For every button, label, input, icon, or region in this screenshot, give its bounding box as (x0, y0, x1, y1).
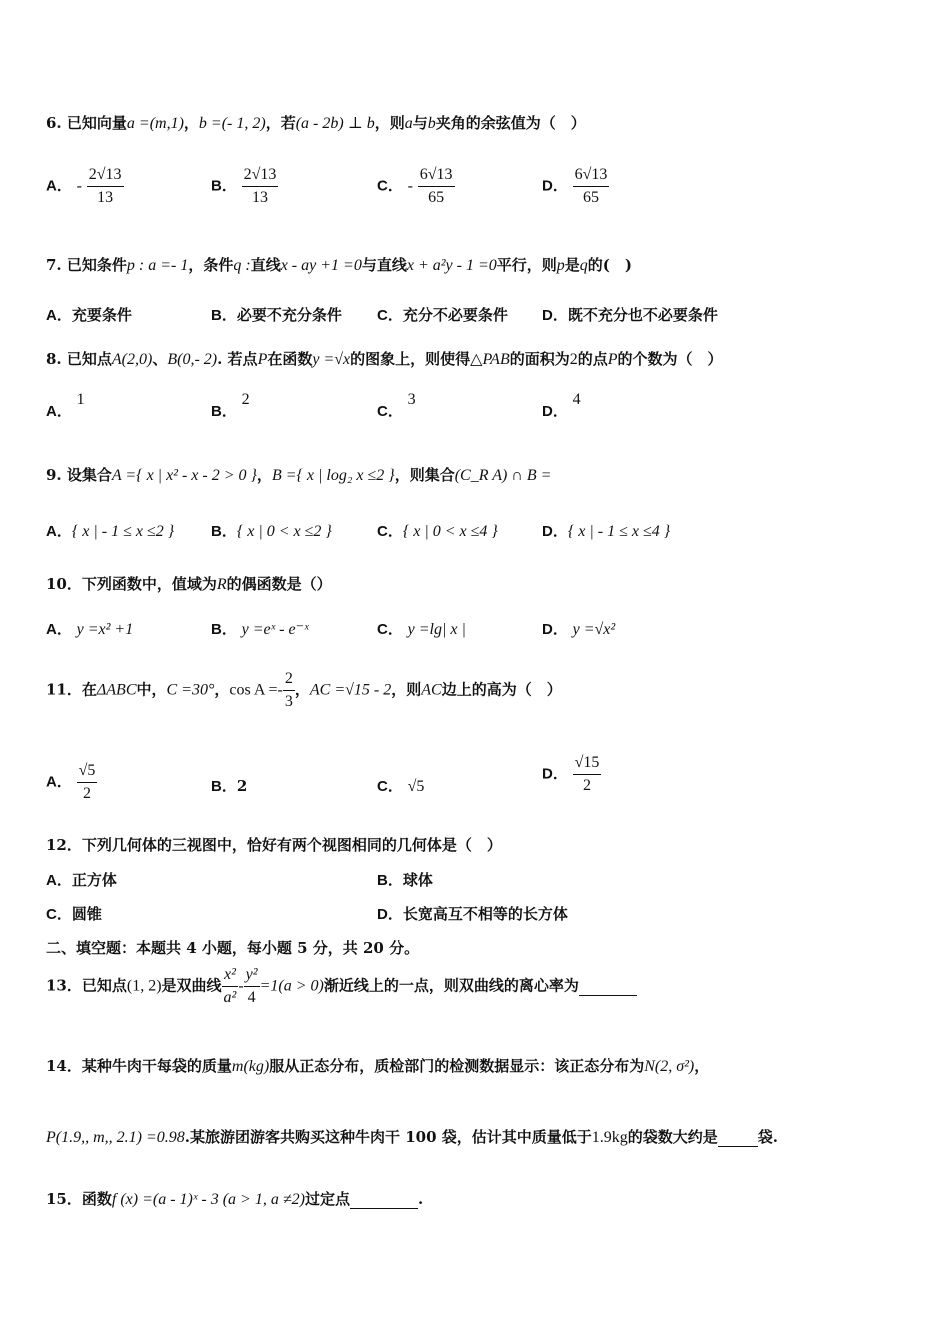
q10-option-b[interactable]: B． y =eˣ - e⁻ˣ (211, 621, 309, 638)
q9-option-a[interactable]: A．{ x | - 1 ≤ x ≤2 } (46, 523, 175, 540)
fraction: $\frac{√5}{2}$ (78, 762, 96, 802)
q7-option-c[interactable]: C．充分不必要条件 (377, 306, 508, 324)
q12-option-a[interactable]: A．正方体 (46, 871, 117, 889)
question-13-stem: 13．已知点(1, 2)是双曲线 $\frac{\text{x²}}{\text{a²}}$ - $\frac{\text{y²}}{4}$ =1(a > 0)渐近线上的一点，则双曲线的离心率为 (46, 964, 637, 1009)
q10-option-d[interactable]: D． y =√x² (542, 621, 616, 638)
q7-option-a[interactable]: A．充要条件 (46, 306, 132, 324)
q10-option-a[interactable]: A． y =x² +1 (46, 621, 134, 638)
cos-fraction: $\frac{2}{3}$ (284, 670, 293, 710)
q7-option-d[interactable]: D．既不充分也不必要条件 (542, 306, 718, 324)
fraction: $\frac{6√13}{65}$ (574, 166, 608, 206)
q9-option-d[interactable]: D．{ x | - 1 ≤ x ≤4 } (542, 523, 671, 540)
question-8-stem: 8. 已知点A(2,0)、B(0,- 2). 若点P在函数y =√x的图象上，则使得△PAB的面积为2的点P的个数为（ ） (46, 350, 723, 368)
q11-option-a[interactable]: A． $\frac{√5}{2}$ (46, 760, 97, 805)
q7-option-b[interactable]: B．必要不充分条件 (211, 306, 342, 324)
answer-blank[interactable] (718, 1128, 758, 1147)
q9-option-b[interactable]: B．{ x | 0 < x ≤2 } (211, 523, 332, 540)
q11-option-c[interactable]: C． √5 (377, 778, 425, 795)
fraction: $\frac{√15}{2}$ (574, 754, 600, 794)
vector-b-def: b =(- 1, 2) (198, 115, 266, 132)
q11-option-d[interactable]: D． $\frac{√15}{2}$ (542, 752, 601, 797)
q8-option-c[interactable]: C． 3 (377, 391, 416, 420)
question-7-stem: 7. 已知条件p : a =- 1，条件q :直线x - ay +1 =0与直线x + a²y - 1 =0平行，则p是q的( ) (46, 256, 632, 274)
q8-option-d[interactable]: D． 4 (542, 391, 581, 420)
q8-option-a[interactable]: A． 1 (46, 391, 85, 420)
section-2-heading: 二、填空题：本题共 4 小题，每小题 5 分，共 20 分。 (46, 939, 420, 957)
question-6-stem: 6. 已知向量a =(m,1)，b =(- 1, 2)，若(a - 2b) ⊥ b，则a与b夹角的余弦值为（ ） (46, 114, 586, 132)
q10-option-c[interactable]: C． y =lg| x | (377, 621, 466, 638)
fraction: $\frac{\text{y²}}{4}$ (245, 966, 258, 1006)
fraction: $\frac{\text{x²}}{\text{a²}}$ (223, 966, 237, 1006)
q12-option-c[interactable]: C．圆锥 (46, 905, 102, 923)
fraction: $\frac{2√13}{13}$ (243, 166, 277, 206)
fraction: $\frac{2√13}{13}$ (88, 166, 122, 206)
question-15-stem: 15．函数f (x) =(a - 1)ˣ - 3 (a > 1, a ≠2)过定点 . (46, 1190, 424, 1208)
question-14-cont: P(1.9,, m,, 2.1) =0.98.某旅游团游客共购买这种牛肉干 100 袋，估计其中质量低于1.9kg的袋数大约是 袋. (46, 1128, 779, 1146)
fraction: $\frac{6√13}{65}$ (419, 166, 453, 206)
perp-condition: (a - 2b) ⊥ b (295, 115, 375, 132)
question-10-stem: 10．下列函数中，值域为R的偶函数是（） (46, 575, 332, 593)
question-11-stem: 11．在ΔABC中，C =30°，cos A =- $\frac{2}{3}$ ，AC =√15 - 2，则AC边上的高为（ ） (46, 668, 562, 713)
answer-blank[interactable] (350, 1190, 418, 1209)
q6-option-a[interactable]: A． - $\frac{2√13}{13}$ (46, 164, 124, 209)
q12-option-d[interactable]: D．长宽高互不相等的长方体 (377, 905, 568, 923)
q12-option-b[interactable]: B．球体 (377, 871, 433, 889)
question-14-stem: 14．某种牛肉干每袋的质量m(kg)服从正态分布，质检部门的检测数据显示：该正态分布为N(2, σ²)， (46, 1057, 710, 1075)
q8-option-b[interactable]: B． 2 (211, 391, 250, 420)
q11-option-b[interactable]: B．2 (211, 777, 248, 795)
answer-blank[interactable] (579, 977, 637, 996)
q9-option-c[interactable]: C．{ x | 0 < x ≤4 } (377, 523, 498, 540)
question-12-stem: 12．下列几何体的三视图中，恰好有两个视图相同的几何体是（ ） (46, 836, 502, 854)
vector-a-def: a =(m,1) (126, 115, 184, 132)
q6-option-d[interactable]: D． $\frac{6√13}{65}$ (542, 164, 609, 209)
question-9-stem: 9. 设集合A ={ x | x² - x - 2 > 0 }，B ={ x | log₂ x ≤2 }，则集合(C_R A) ∩ B = (46, 466, 552, 484)
q6-option-b[interactable]: B． $\frac{2√13}{13}$ (211, 164, 278, 209)
q6-option-c[interactable]: C． - $\frac{6√13}{65}$ (377, 164, 455, 209)
